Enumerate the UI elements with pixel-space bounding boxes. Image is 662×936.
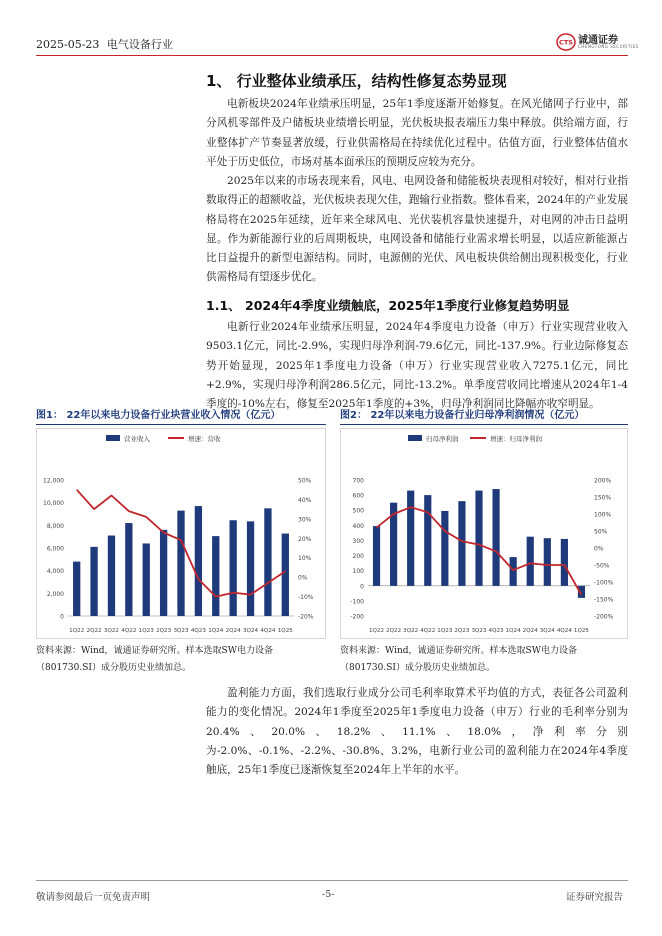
x-tick-label: 4Q24 xyxy=(260,628,276,634)
chart-frame xyxy=(341,429,628,639)
paragraph-profitability: 盈利能力方面，我们选取行业成分公司毛利率取算术平均值的方式，表征各公司盈利能力的变化情况。2024年1季度至2025年1季度电力设备（申万）行业的毛利率分别为20.4%、20.0%、18.2%、11.1%、18.0%，净利率分别为-2.0%、-0.1%、-2.2%、-30.8%、3.2%，电新行业公司的盈利能力在2024年4季度触底，25年1季度已逐渐恢复至2024年上半年的水平。 xyxy=(206,687,628,777)
x-tick-label: 4Q24 xyxy=(556,628,572,634)
footer-report-type: 证券研究报告 xyxy=(566,892,624,903)
y-right-tick-label: -50% xyxy=(594,562,610,570)
y-left-tick-label: 100 xyxy=(352,568,364,576)
y-right-tick-label: -150% xyxy=(594,596,614,604)
y-right-tick-label: 50% xyxy=(594,528,608,536)
bar-3Q22 xyxy=(407,491,414,586)
y-left-tick-label: 0 xyxy=(60,613,64,621)
x-tick-label: 3Q23 xyxy=(471,628,487,634)
header-rule xyxy=(36,55,628,56)
x-tick-label: 1Q24 xyxy=(208,628,224,634)
bar-1Q24 xyxy=(212,536,219,616)
legend-bar-label: 归母净利润 xyxy=(426,435,459,443)
page-number: -5- xyxy=(322,889,335,900)
x-tick-label: 1Q22 xyxy=(368,628,385,634)
x-tick-label: 1Q25 xyxy=(277,628,293,634)
x-tick-label: 1Q22 xyxy=(69,628,85,634)
y-right-tick-label: 150% xyxy=(594,494,612,502)
figure1-title: 图1： 22年以来电力设备行业块营业收入情况（亿元） xyxy=(36,410,281,421)
bar-3Q23 xyxy=(177,511,184,616)
revenue-chart xyxy=(36,428,326,640)
x-tick-label: 1Q23 xyxy=(138,628,154,634)
bar-4Q23 xyxy=(492,489,499,586)
x-tick-label: 3Q24 xyxy=(539,628,555,634)
legend-bar-label: 营业收入 xyxy=(124,435,150,443)
bar-1Q22 xyxy=(73,562,80,616)
net-profit-chart xyxy=(340,428,628,640)
x-tick-label: 4Q22 xyxy=(420,628,436,634)
y-left-tick-label: 200 xyxy=(352,553,364,561)
x-tick-label: 2Q23 xyxy=(454,628,470,634)
y-right-tick-label: 40% xyxy=(298,496,312,504)
x-tick-label: 2Q24 xyxy=(225,628,241,634)
legend-line-label: 增速：归母净利润 xyxy=(490,435,542,443)
x-tick-label: 2Q22 xyxy=(86,628,102,634)
paragraph-overview: 电新板块2024年业绩承压明显，25年1季度逐渐开始修复。在风光储网子行业中，部分风机零部件及户储板块业绩增长明显，光伏板块报表端压力集中释放。供给端方面，行业整体扩产节奏显著放缓，行业供需格局在持续优化过程中。估值方面，行业整体估值水平处于历史低位，市场对基本面承压的预期反应较为充分。 xyxy=(206,98,628,168)
y-right-tick-label: 20% xyxy=(298,535,312,543)
y-left-tick-label: 2,000 xyxy=(46,590,64,598)
x-tick-label: 2Q22 xyxy=(386,628,402,634)
bar-1Q23 xyxy=(143,543,150,616)
y-left-tick-label: 400 xyxy=(352,522,364,530)
paragraph-q4-results: 电新行业2024年业绩承压明显，2024年4季度电力设备（申万）行业实现营业收入9503.1亿元，同比-2.9%，实现归母净利润-79.6亿元，同比-137.9%。行业边际修复态势开始显现，2025年1季度电力设备（申万）行业实现营业收入7275.1亿元，同比+2.9%，实现归母净利润286.5亿元，同比-13.2%。单季度营收同比增速从2024年1-4季度的-10%左右，修复至2025年1季度的+3%，归母净利润同比降幅亦收窄明显。 xyxy=(206,321,628,411)
y-left-tick-label: 500 xyxy=(352,507,364,515)
bar-3Q24 xyxy=(544,538,551,586)
figure2-source: 资料来源：Wind，诚通证券研究所。样本选取SW电力设备（801730.SI）成分股历史业绩加总。 xyxy=(340,646,577,673)
x-tick-label: 2Q23 xyxy=(156,628,172,634)
y-right-tick-label: 200% xyxy=(594,477,612,485)
y-left-tick-label: 12,000 xyxy=(43,477,64,485)
x-tick-label: 3Q23 xyxy=(173,628,189,634)
bar-2Q24 xyxy=(230,520,237,616)
industry-name: 电气设备行业 xyxy=(106,38,173,51)
y-right-tick-label: -200% xyxy=(594,613,614,621)
bar-4Q24 xyxy=(561,539,568,586)
y-left-tick-label: 4,000 xyxy=(46,568,64,576)
y-left-tick-label: -100 xyxy=(350,598,364,606)
bar-2Q23 xyxy=(458,501,465,586)
x-tick-label: 1Q25 xyxy=(573,628,590,634)
y-right-tick-label: 0% xyxy=(298,574,308,582)
figure1-source: 资料来源：Wind，诚通证券研究所。样本选取SW电力设备（801730.SI）成分股历史业绩加总。 xyxy=(36,646,273,673)
bar-4Q22 xyxy=(125,523,132,616)
legend-line-label: 增速：营收 xyxy=(188,435,221,443)
y-right-tick-label: 100% xyxy=(594,511,612,519)
bar-3Q22 xyxy=(108,536,115,616)
bar-1Q22 xyxy=(373,526,380,586)
y-left-tick-label: 300 xyxy=(352,537,364,545)
bar-3Q23 xyxy=(475,491,482,586)
bar-2Q24 xyxy=(527,537,534,586)
section-title: 1、 行业整体业绩承压，结构性修复态势显现 xyxy=(206,72,507,90)
bar-1Q23 xyxy=(441,511,448,586)
paragraph-market: 2025年以来的市场表现来看，风电、电网设备和储能板块表现相对较好，相对行业指数取得正的超额收益，光伏板块表现欠佳，跑输行业指数。整体看来，2024年的产业发展格局将在2025年延续，近年来全球风电、光伏装机容量快速提升，对电网的冲击日益明显。作为新能源行业的后周期板块，电网设备和储能行业需求增长明显，以适应新能源占比日益提升的新型电源结构。同时，电源侧的光伏、风电板块供给侧出现积极变化，行业供需格局有望逐步优化。 xyxy=(206,175,628,284)
y-left-tick-label: 10,000 xyxy=(43,500,64,508)
bar-2Q22 xyxy=(90,547,97,616)
bar-1Q24 xyxy=(510,557,517,586)
bar-3Q24 xyxy=(247,521,254,616)
y-left-tick-label: 0 xyxy=(360,583,364,591)
bar-2Q23 xyxy=(160,530,167,616)
x-tick-label: 2Q24 xyxy=(522,628,538,634)
logo-mark: CTS xyxy=(559,38,573,47)
x-tick-label: 4Q22 xyxy=(121,628,137,634)
y-right-tick-label: 0% xyxy=(594,545,604,553)
y-left-tick-label: 6,000 xyxy=(46,545,64,553)
legend-bar-swatch xyxy=(106,435,120,441)
bar-1Q25 xyxy=(282,534,289,616)
y-left-tick-label: 700 xyxy=(352,477,364,485)
brand-name: 诚通证券 xyxy=(578,35,618,46)
y-left-tick-label: 600 xyxy=(352,492,364,500)
footer-rule xyxy=(36,880,628,881)
legend-bar-swatch xyxy=(408,435,422,441)
y-right-tick-label: 50% xyxy=(298,477,312,485)
y-left-tick-label: 8,000 xyxy=(46,522,64,530)
y-right-tick-label: -10% xyxy=(298,594,314,602)
y-right-tick-label: -100% xyxy=(594,579,614,587)
subsection-title: 1.1、 2024年4季度业绩触底，2025年1季度行业修复趋势明显 xyxy=(206,298,570,313)
x-tick-label: 3Q22 xyxy=(403,628,419,634)
x-tick-label: 4Q23 xyxy=(190,628,206,634)
bar-4Q23 xyxy=(195,506,202,616)
figure2-title: 图2： 22年以来电力设备行业归母净利润情况（亿元） xyxy=(340,410,585,421)
y-right-tick-label: 30% xyxy=(298,516,312,524)
x-tick-label: 4Q23 xyxy=(488,628,504,634)
y-left-tick-label: -200 xyxy=(350,613,364,621)
report-date: 2025-05-23 xyxy=(36,38,100,51)
footer-disclaimer: 敬请参阅最后一页免责声明 xyxy=(36,892,151,903)
report-header xyxy=(36,36,173,52)
bar-4Q22 xyxy=(424,495,431,586)
x-tick-label: 3Q22 xyxy=(103,628,120,634)
figure1-rule xyxy=(36,424,326,425)
y-right-tick-label: -20% xyxy=(298,613,314,621)
x-tick-label: 3Q24 xyxy=(242,628,259,634)
y-right-tick-label: 10% xyxy=(298,555,312,563)
figure2-rule xyxy=(340,424,628,425)
bar-4Q24 xyxy=(264,508,271,616)
brand-subtitle: CHENGTONG SECURITIES xyxy=(578,44,639,49)
x-tick-label: 1Q23 xyxy=(437,628,453,634)
x-tick-label: 1Q24 xyxy=(505,628,521,634)
